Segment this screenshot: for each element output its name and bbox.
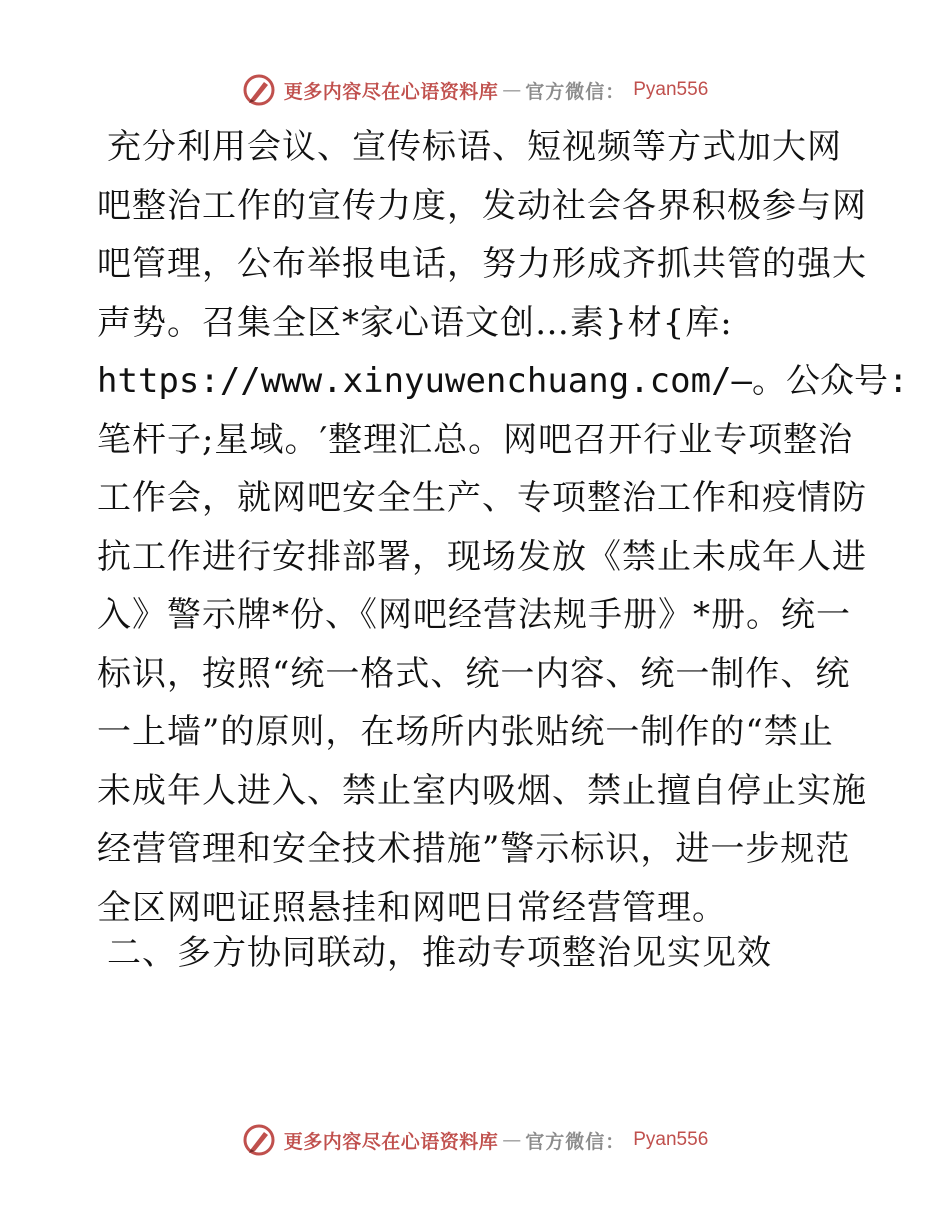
- document-body: [97, 118, 909, 937]
- banner-separator: —: [502, 1129, 522, 1151]
- banner-text: 更多内容尽在心语资料库: [283, 1130, 499, 1153]
- body-line: https://www.xinyuwenchuang.com/—。公众号:: [97, 361, 909, 401]
- pen-logo-icon: [242, 1123, 276, 1157]
- body-line: 标识，按照“统一格式、统一内容、统一制作、统: [97, 653, 851, 694]
- body-line: 吧管理，公布举报电话，努力形成齐抓共管的强大: [97, 244, 867, 284]
- banner-wechat-id: Pyan556: [633, 79, 709, 100]
- banner-label: 官方微信：: [525, 80, 626, 103]
- body-line: 工作会，就网吧安全生产、专项整治工作和疫情防: [97, 478, 867, 518]
- body-line: 抗工作进行安排部署，现场发放《禁止未成年人进: [97, 536, 867, 577]
- body-line: 未成年人进入、禁止室内吸烟、禁止擅自停止实施: [97, 770, 867, 811]
- body-line: 声势。召集全区*家心语文创…素}材{库:: [97, 302, 733, 343]
- banner-text: 更多内容尽在心语资料库: [283, 80, 499, 103]
- body-line: 充分利用会议、宣传标语、短视频等方式加大网: [107, 127, 842, 167]
- body-line: 全区网吧证照悬挂和网吧日常经营管理。: [97, 887, 727, 928]
- pen-logo-icon: [242, 73, 276, 107]
- banner-separator: —: [502, 79, 522, 101]
- header-banner: [0, 70, 950, 110]
- banner-label: 官方微信：: [525, 1130, 626, 1153]
- footer-banner: [0, 1120, 950, 1160]
- body-line: 入》警示牌*份、《网吧经营法规手册》*册。统一: [97, 595, 851, 635]
- section-heading: 二、多方协同联动，推动专项整治见实见效: [107, 933, 772, 973]
- body-line: 经营管理和安全技术措施”警示标识，进一步规范: [97, 829, 851, 869]
- body-line: 笔杆子;星域。′整理汇总。网吧召开行业专项整治: [97, 419, 854, 460]
- body-line: 一上墙”的原则，在场所内张贴统一制作的“禁止: [97, 712, 834, 752]
- body-line: 吧整治工作的宣传力度，发动社会各界积极参与网: [97, 185, 867, 226]
- banner-wechat-id: Pyan556: [633, 1129, 709, 1150]
